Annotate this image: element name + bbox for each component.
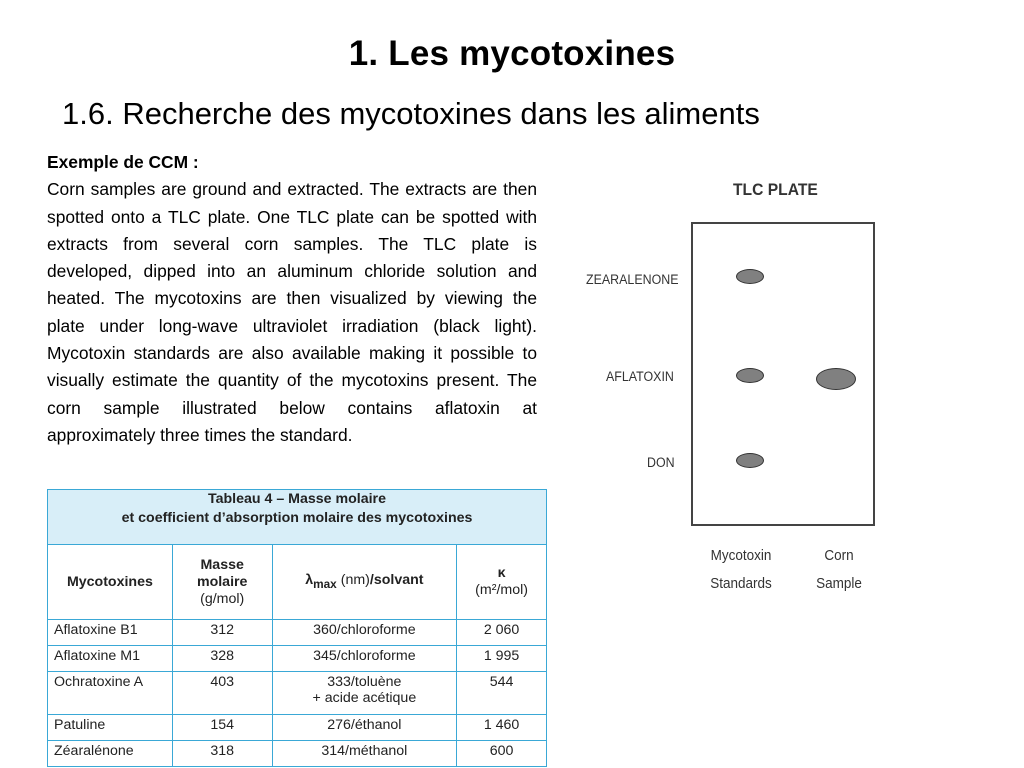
tlc-plate	[691, 222, 875, 526]
label-don: DON	[647, 455, 675, 470]
spot-zearalenone-standard	[736, 269, 764, 284]
label-zearalenone: ZEARALENONE	[586, 272, 679, 287]
label-corn-sample: Corn Sample	[816, 547, 862, 592]
tlc-figure	[575, 170, 895, 610]
header-lambda-solvant: $\lambda_{max}$ (nm)/solvant	[272, 545, 457, 620]
header-mycotoxines: Mycotoxines	[48, 545, 173, 620]
description-block	[47, 149, 537, 449]
spot-aflatoxin-sample	[816, 368, 856, 390]
slide-subtitle: 1.6. Recherche des mycotoxines dans les aliments	[62, 96, 760, 131]
header-kappa: κ (m²/mol)	[457, 545, 547, 620]
description-paragraph: Corn samples are ground and extracted. The extracts are then spotted onto a TLC plate. One TLC plate can be spotted with extracts from several corn samples. The TLC plate is developed, dipped into an aluminum chloride solution and heated. The mycotoxins are then visualized by viewing the plate under long-wave ultraviolet irradiation (black light). Mycotoxin standards are also available making it possible to visually estimate the quantity of the mycotoxins present. The corn sample illustrated below contains aflatoxin at approximately three times the standard.	[47, 179, 537, 445]
mycotoxin-table	[47, 489, 547, 767]
table-row: Zéaralénone 318 314/méthanol 600	[48, 741, 547, 767]
table-caption: Tableau 4 – Masse molaire et coefficient d’absorption molaire des mycotoxines	[48, 490, 547, 545]
label-aflatoxin: AFLATOXIN	[606, 369, 674, 384]
label-mycotoxin-standards: Mycotoxin Standards	[710, 547, 772, 592]
tlc-title: TLC PLATE	[733, 180, 818, 199]
spot-don-standard	[736, 453, 764, 468]
table-header-row	[48, 545, 547, 620]
example-label: Exemple de CCM :	[47, 152, 199, 172]
table-row: Aflatoxine M1 328 345/chloroforme 1 995	[48, 646, 547, 672]
table-row: Aflatoxine B1 312 360/chloroforme 2 060	[48, 620, 547, 646]
spot-aflatoxin-standard	[736, 368, 764, 383]
table-row: Patuline 154 276/éthanol 1 460	[48, 715, 547, 741]
slide-title: 1. Les mycotoxines	[348, 34, 676, 73]
table-row: Ochratoxine A 403 333/toluène + acide acétique 544	[48, 672, 547, 715]
header-masse-molaire: Masse molaire (g/mol)	[172, 545, 272, 620]
